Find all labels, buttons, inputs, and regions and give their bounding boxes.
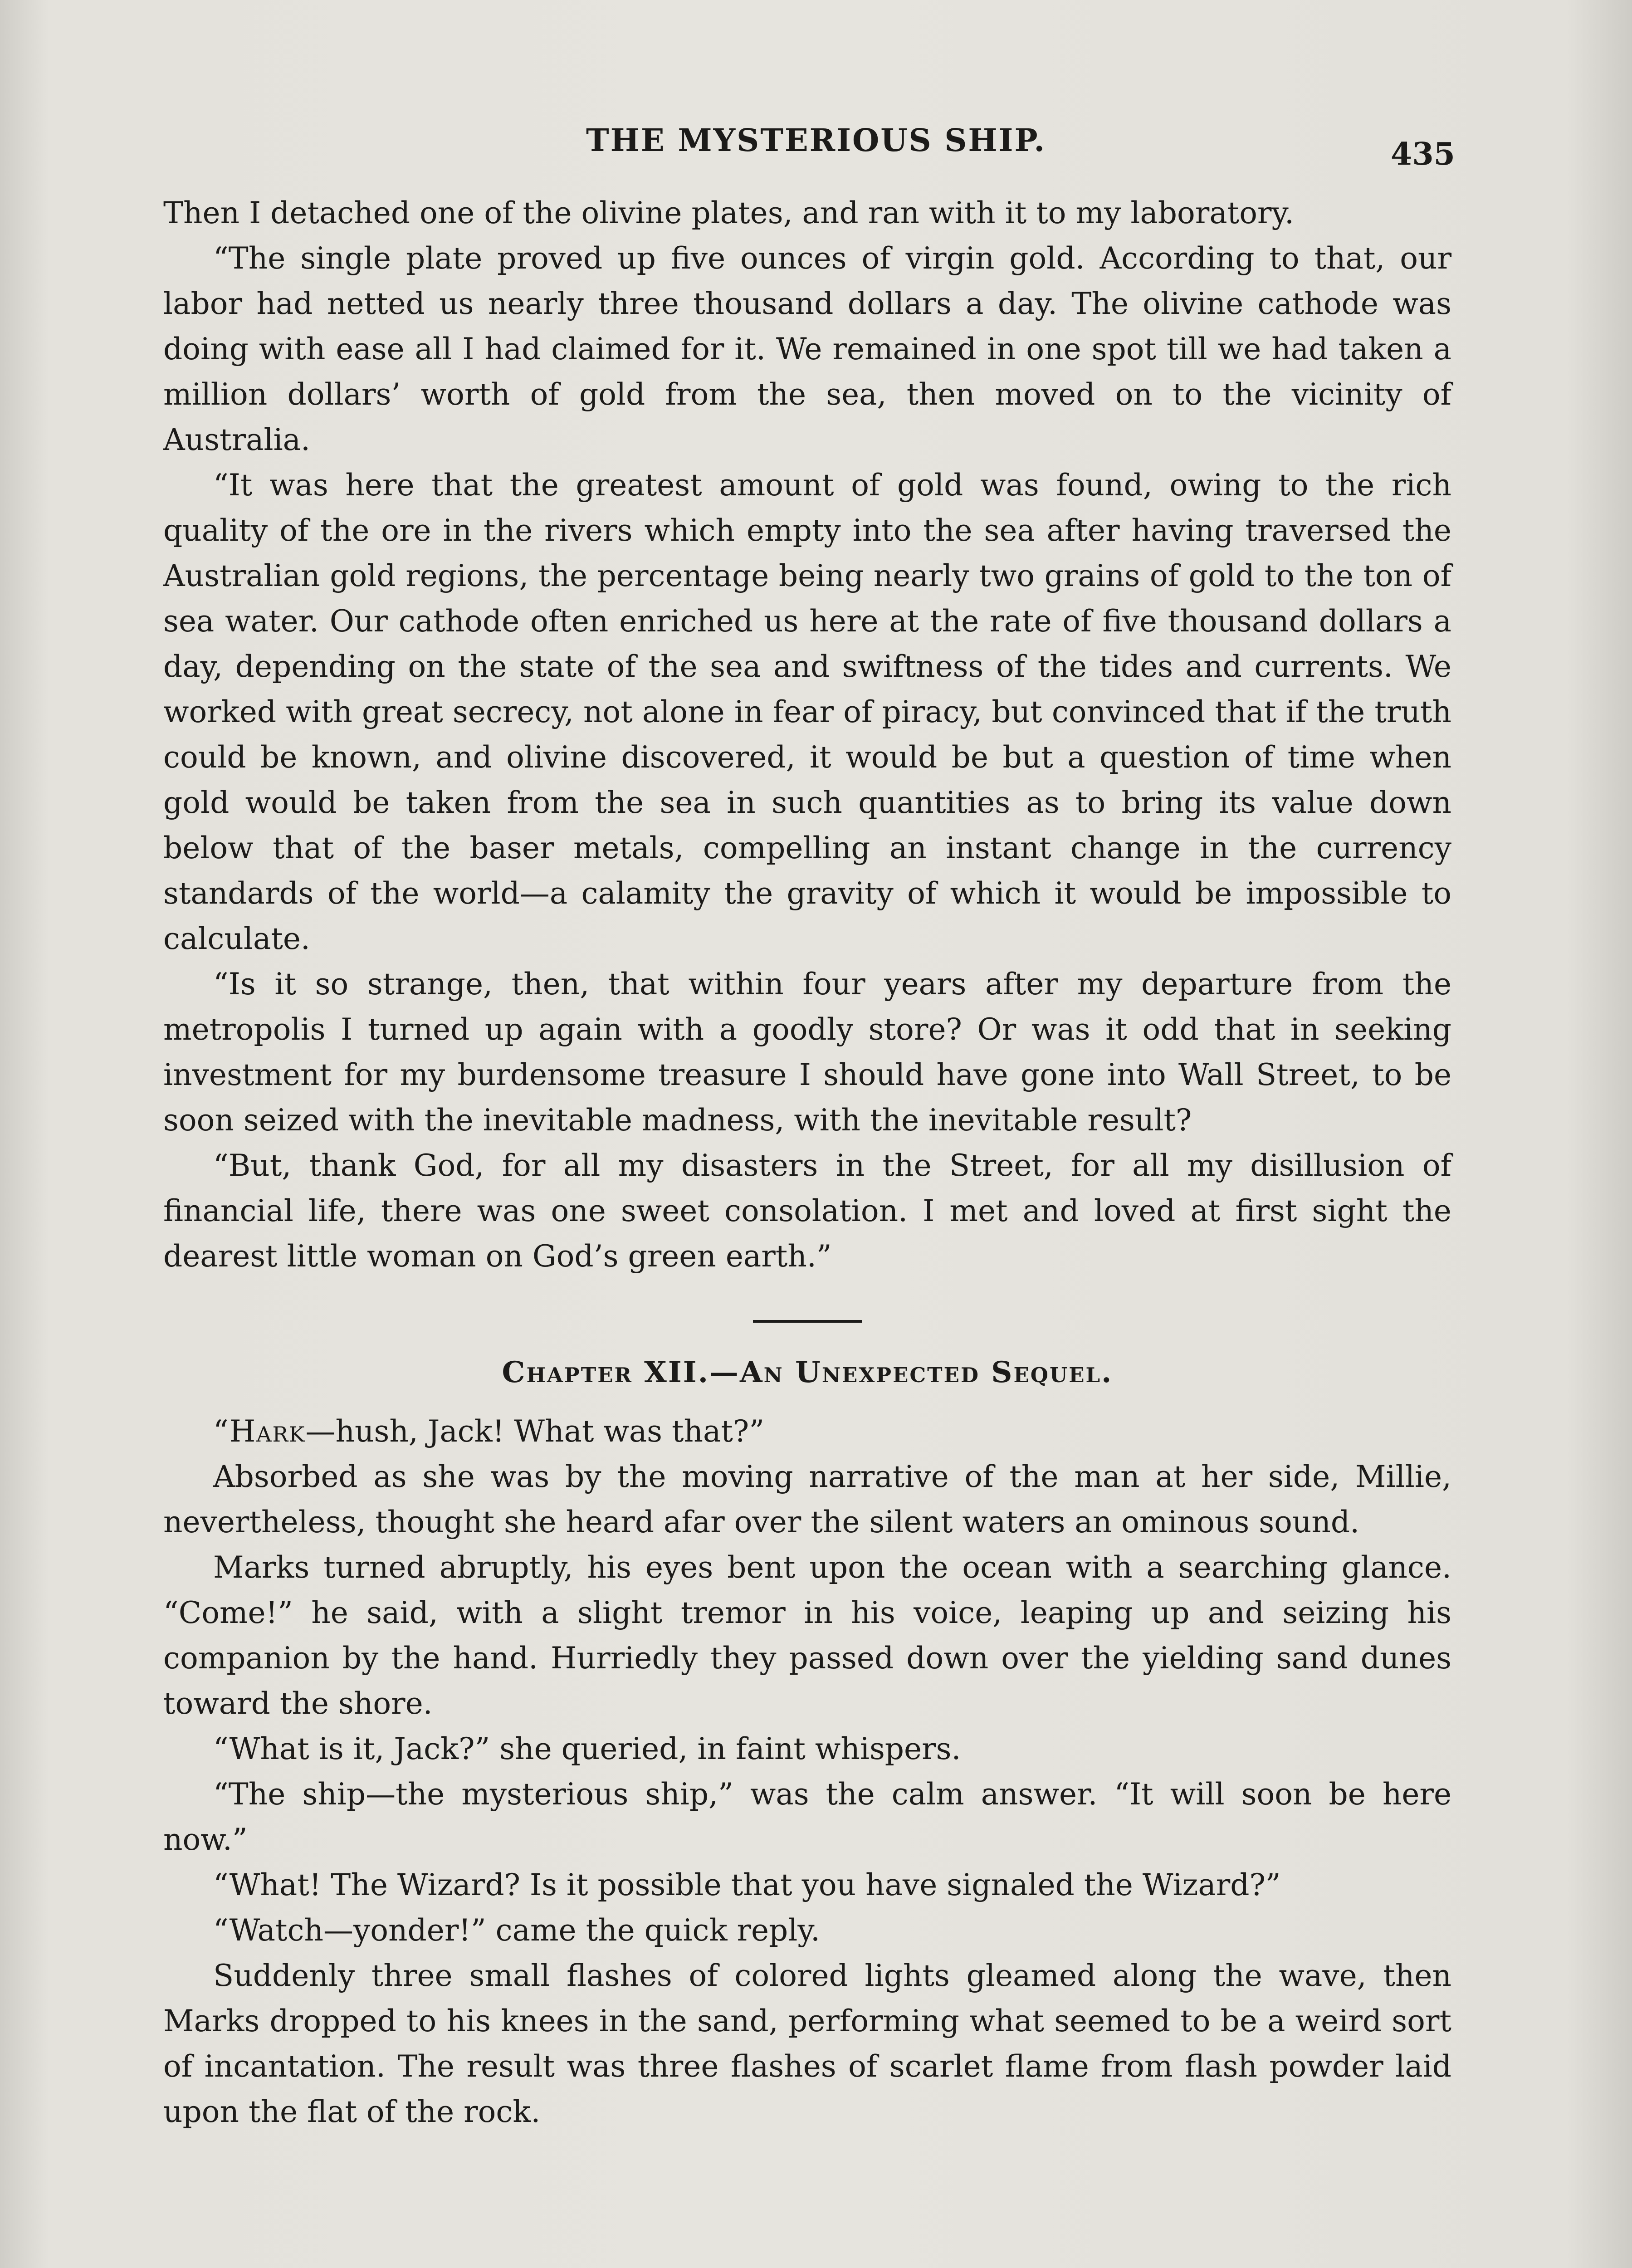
chapter-first-paragraph-text: —hush, Jack! What was that?” bbox=[305, 1414, 765, 1449]
paragraph: Suddenly three small flashes of colored lights gleamed along the wave, then Marks dropped to his knees in the sand, performing what seemed to be a weird sort of incantation. The result was three flashes of scarlet flame from flash powder laid upon the flat of the rock. bbox=[163, 1958, 1451, 2129]
paragraph: Absorbed as she was by the moving narrative of the man at her side, Millie, nevertheless, thought she heard afar over the silent waters an ominous sound. bbox=[163, 1459, 1451, 1540]
body-text bbox=[163, 191, 1451, 2135]
paragraph: “But, thank God, for all my disasters in the Street, for all my disillusion of financial life, there was one sweet consolation. I met and loved at first sight the dearest little woman on God’s green earth.” bbox=[163, 1148, 1451, 1274]
section-divider bbox=[753, 1320, 862, 1323]
paragraph: “Watch—yonder!” came the quick reply. bbox=[213, 1913, 820, 1948]
paragraph: “What! The Wizard? Is it possible that you have signaled the Wizard?” bbox=[213, 1867, 1281, 1902]
paragraph: “It was here that the greatest amount of gold was found, owing to the rich quality of the ore in the rivers which empty into the sea after having traversed the Australian gold regions, the percentage being nearly two grains of gold to the ton of sea water. Our cathode often enriched us here at the rate of five thousand dollars a day, depending on the state of the sea and swiftness of the tides and currents. We worked with great secrecy, not alone in fear of piracy, but convinced that if the truth could be known, and olivine discovered, it would be but a question of time when gold would be taken from the sea in such quantities as to bring its value down below that of the baser metals, compelling an instant change in the currency standards of the world—a calamity the gravity of which it would be impossible to calculate. bbox=[163, 468, 1451, 956]
page-number: 435 bbox=[1391, 136, 1455, 172]
paragraph: Then I detached one of the olivine plates, and ran with it to my laboratory. bbox=[163, 196, 1294, 230]
paragraph: “Is it so strange, then, that within four years after my departure from the metropolis I turned up again with a goodly store? Or was it odd that in seeking investment for my burdensome treasure I should have gone into Wall Street, to be soon seized with the inevitable madness, with the inevitable result? bbox=[163, 967, 1451, 1138]
paragraph: “The ship—the mysterious ship,” was the calm answer. “It will soon be here now.” bbox=[163, 1777, 1451, 1857]
paragraph: Marks turned abruptly, his eyes bent upon the ocean with a searching glance. “Come!” he said, with a slight tremor in his voice, leaping up and seizing his companion by the hand. Hurriedly they passed down over the yielding sand dunes toward the shore. bbox=[163, 1550, 1451, 1721]
paragraph: “What is it, Jack?” she queried, in faint whispers. bbox=[213, 1731, 961, 1766]
chapter-first-paragraph bbox=[163, 1409, 1451, 1454]
running-title: THE MYSTERIOUS SHIP. bbox=[586, 122, 1046, 159]
chapter-lead-word: “Hark bbox=[213, 1414, 306, 1449]
chapter-heading: Chapter XII.—An Unexpected Sequel. bbox=[502, 1355, 1113, 1389]
paragraph: “The single plate proved up five ounces of virgin gold. According to that, our labor had netted us nearly three thousand dollars a day. The olivine cathode was doing with ease all I had claimed for it. We remained in one spot till we had taken a million dollars’ worth of gold from the sea, then moved on to the vicinity of Australia. bbox=[163, 241, 1451, 457]
